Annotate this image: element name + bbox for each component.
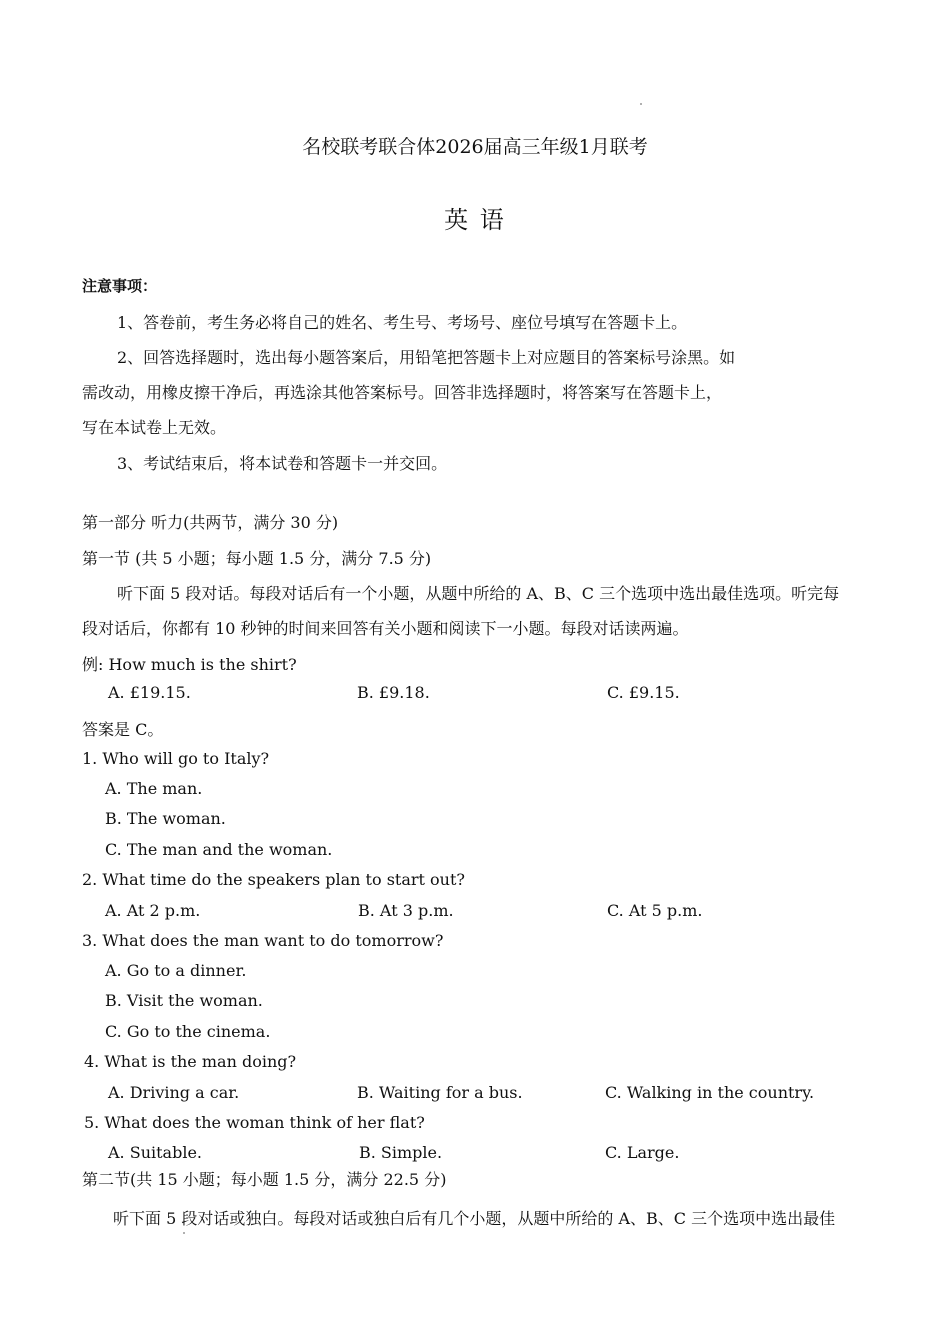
example-option-a: A. £19.15. (108, 683, 191, 702)
question-1-option-a: A. The man. (105, 779, 203, 798)
question-2-option-c: C. At 5 p.m. (607, 901, 703, 920)
question-3-option-c: C. Go to the cinema. (105, 1022, 271, 1041)
section2-instructions: 听下面 5 段对话或独白。每段对话或独白后有几个小题，从题中所给的 A、B、C 三个选项中选出最佳 (113, 1209, 836, 1228)
example-option-c: C. £9.15. (607, 683, 680, 702)
question-4-option-b: B. Waiting for a bus. (357, 1083, 523, 1102)
section2-heading: 第二节(共 15 小题；每小题 1.5 分，满分 22.5 分) (82, 1170, 447, 1189)
question-1-stem: 1. Who will go to Italy? (82, 749, 270, 768)
speck-mark (640, 103, 642, 105)
question-5-stem: 5. What does the woman think of her flat? (84, 1113, 425, 1132)
notice-item-3: 3、考试结束后，将本试卷和答题卡一并交回。 (117, 454, 448, 473)
question-5-option-c: C. Large. (605, 1143, 680, 1162)
question-5-option-b: B. Simple. (359, 1143, 443, 1162)
question-4-option-c: C. Walking in the country. (605, 1083, 815, 1102)
example-answer: 答案是 C。 (82, 720, 164, 739)
section1-heading: 第一节 (共 5 小题；每小题 1.5 分，满分 7.5 分) (82, 549, 432, 568)
question-4-option-a: A. Driving a car. (108, 1083, 240, 1102)
notice-item-2-line-3: 写在本试卷上无效。 (82, 418, 227, 437)
question-3-option-a: A. Go to a dinner. (105, 961, 247, 980)
speck-mark (183, 1232, 185, 1234)
question-2-stem: 2. What time do the speakers plan to start out? (82, 870, 465, 889)
question-2-option-a: A. At 2 p.m. (105, 901, 201, 920)
notice-item-2-line-2: 需改动，用橡皮擦干净后，再选涂其他答案标号。回答非选择题时，将答案写在答题卡上， (82, 383, 723, 402)
question-5-option-a: A. Suitable. (108, 1143, 202, 1162)
exam-title: 名校联考联合体2026届高三年级1月联考 (302, 136, 648, 158)
question-2-option-b: B. At 3 p.m. (358, 901, 454, 920)
section1-instructions-line-2: 段对话后，你都有 10 秒钟的时间来回答有关小题和阅读下一小题。每段对话读两遍。 (82, 619, 689, 638)
section1-instructions-line-1: 听下面 5 段对话。每段对话后有一个小题，从题中所给的 A、B、C 三个选项中选出最佳选项。听完每 (117, 584, 840, 603)
question-4-stem: 4. What is the man doing? (84, 1052, 297, 1071)
question-1-option-c: C. The man and the woman. (105, 840, 333, 859)
notice-item-2-line-1: 2、回答选择题时，选出每小题答案后，用铅笔把答题卡上对应题目的答案标号涂黑。如 (117, 348, 736, 367)
question-3-option-b: B. Visit the woman. (105, 991, 263, 1010)
question-3-stem: 3. What does the man want to do tomorrow? (82, 931, 444, 950)
part1-heading: 第一部分 听力(共两节，满分 30 分) (82, 513, 339, 532)
question-1-option-b: B. The woman. (105, 809, 226, 828)
notice-heading: 注意事项： (82, 277, 158, 295)
subject-title: 英 语 (444, 206, 506, 234)
example-question: 例: How much is the shirt? (82, 655, 297, 674)
example-option-b: B. £9.18. (357, 683, 430, 702)
notice-item-1: 1、答卷前，考生务必将自己的姓名、考生号、考场号、座位号填写在答题卡上。 (117, 313, 688, 332)
